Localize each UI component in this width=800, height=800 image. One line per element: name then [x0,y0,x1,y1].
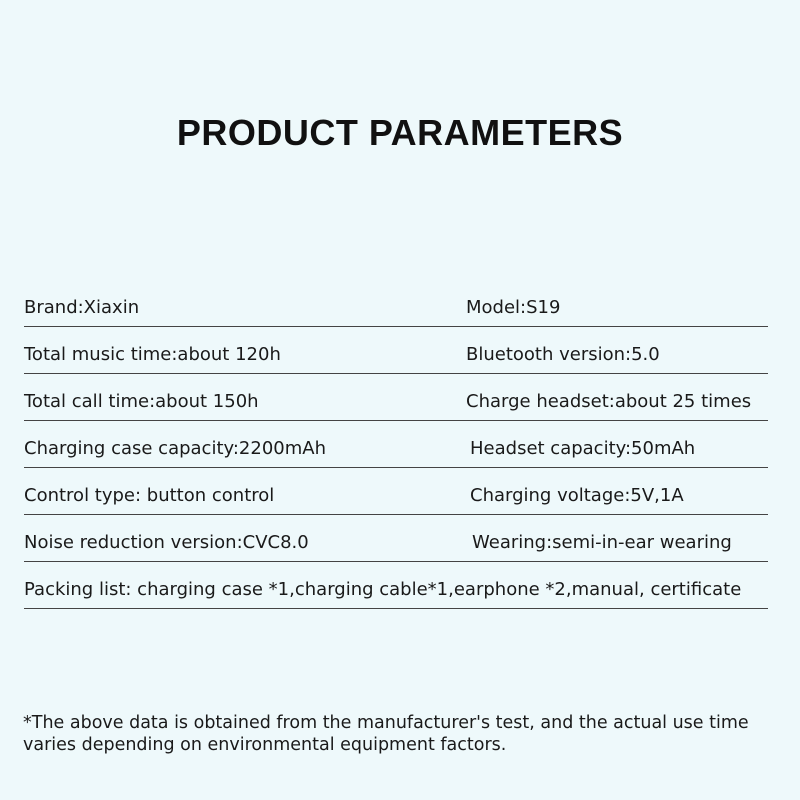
parameter-row-brand [24,284,768,327]
bluetooth-version-parameter: Bluetooth version:5.0 [466,344,660,365]
noise-reduction-parameter: Noise reduction version:CVC8.0 [24,532,309,553]
footnote: *The above data is obtained from the manufacturer's test, and the actual use time varies depending on environmental equipment factors. [23,713,749,755]
case-capacity-parameter: Charging case capacity:2200mAh [24,438,326,459]
packing-list-parameter: Packing list: charging case *1,charging cable*1,earphone *2,manual, certificate [24,579,742,600]
charge-headset-parameter: Charge headset:about 25 times [466,391,752,412]
model-parameter: Model:S19 [466,297,561,318]
parameter-row-music-time [24,327,768,374]
parameter-row-capacity [24,421,768,468]
page-title: PRODUCT PARAMETERS [176,112,624,153]
parameter-row-control [24,468,768,515]
music-time-parameter: Total music time:about 120h [24,344,281,365]
brand-parameter: Brand:Xiaxin [24,297,140,318]
headset-capacity-parameter: Headset capacity:50mAh [470,438,696,459]
control-type-parameter: Control type: button control [24,485,275,506]
call-time-parameter: Total call time:about 150h [24,391,259,412]
charging-voltage-parameter: Charging voltage:5V,1A [470,485,684,506]
wearing-parameter: Wearing:semi-in-ear wearing [472,532,732,553]
parameters-table [24,284,768,609]
parameter-row-noise [24,515,768,562]
parameter-row-call-time [24,374,768,421]
parameter-row-packing [24,562,768,609]
